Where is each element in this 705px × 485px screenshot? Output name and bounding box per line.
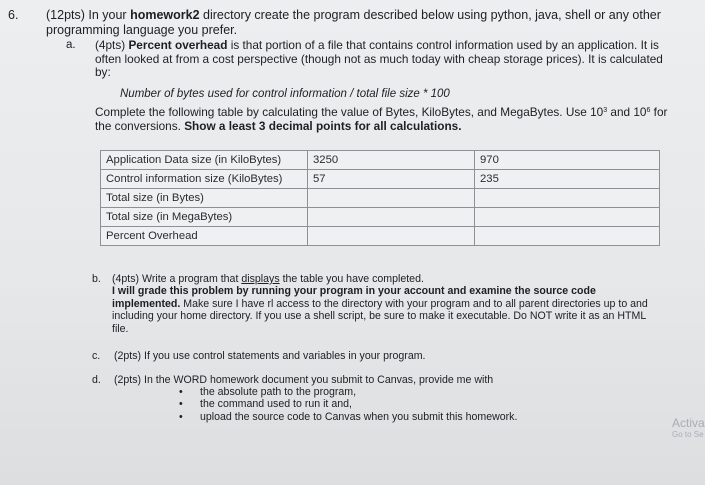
cell-value <box>308 208 475 227</box>
cell-value <box>308 227 475 246</box>
list-item: • upload the source code to Canvas when you submit this homework. <box>178 411 517 423</box>
question-text <box>46 8 686 38</box>
row-label: Total size (in Bytes) <box>101 189 308 208</box>
watermark-line2: Go to Se <box>672 430 704 439</box>
part-b-pre: (4pts) Write a program that <box>112 273 242 285</box>
cell-value <box>475 189 660 208</box>
part-c-label: c. <box>92 350 101 362</box>
exponent-3: 3 <box>603 107 608 114</box>
list-item: • the absolute path to the program, <box>178 386 517 398</box>
part-d-label: d. <box>92 374 101 386</box>
part-a-definition: is that portion of a file that contains control information used by an application. It is often looked at from a cost perspective (though not as much today with cheap storage prices). It is calculated by: <box>95 38 663 79</box>
for-text: for the conversions. <box>95 105 668 133</box>
row-label: Total size (in MegaBytes) <box>101 208 308 227</box>
question-post: directory create the program described below using python, java, shell or any other programming language you prefer. <box>46 8 661 37</box>
question-number: 6. <box>8 8 19 22</box>
question-pre: (12pts) In your <box>46 8 131 22</box>
part-c-text: (2pts) If you use control statements and variables in your program. <box>114 350 426 362</box>
part-c <box>92 350 426 362</box>
cell-value <box>475 208 660 227</box>
table-row <box>101 227 660 246</box>
percent-overhead-term: Percent overhead <box>128 38 228 52</box>
watermark-line1: Activa <box>672 416 705 430</box>
part-b <box>92 273 662 335</box>
part-b-label: b. <box>92 273 101 285</box>
list-item: • the command used to run it and, <box>178 398 517 410</box>
part-d-bullets <box>178 386 517 423</box>
part-b-post: the table you have completed. <box>279 273 424 285</box>
part-d-text: (2pts) In the WORD homework document you submit to Canvas, provide me with <box>114 374 494 386</box>
conversion-instructions <box>95 106 680 133</box>
table-row <box>101 151 660 170</box>
cell-value <box>475 227 660 246</box>
complete-text: Complete the following table by calculating the value of Bytes, KiloBytes, and MegaBytes. Use 10 <box>95 105 604 119</box>
part-b-text <box>112 273 662 335</box>
part-a-points: (4pts) <box>95 38 129 52</box>
part-b-rest: Make sure I have rl access to the directory with your program and to all parent directories up to and including your home directory. If you use a shell script, be sure to make it executable. Do NOT write it as an HTML file. <box>112 297 648 335</box>
table-row <box>101 170 660 189</box>
decimal-instruction: Show a least 3 decimal points for all calculations. <box>184 118 462 133</box>
row-label: Application Data size (in KiloBytes) <box>101 151 308 170</box>
and-text: and 10 <box>607 105 647 119</box>
cell-value: 57 <box>308 170 475 189</box>
part-d <box>92 374 493 386</box>
cell-value: 970 <box>475 151 660 170</box>
grading-note: I will grade this problem by running your program in your account and examine the source code implemented. <box>112 285 596 310</box>
row-label: Percent Overhead <box>101 227 308 246</box>
cell-value <box>308 189 475 208</box>
row-label: Control information size (KiloBytes) <box>101 170 308 189</box>
cell-value: 235 <box>475 170 660 189</box>
exponent-6: 6 <box>646 107 651 114</box>
table-row <box>101 189 660 208</box>
overhead-table <box>100 150 660 246</box>
displays-word: displays <box>241 273 280 285</box>
cell-value: 3250 <box>308 151 475 170</box>
part-a-text <box>95 39 680 80</box>
activation-watermark <box>672 417 705 441</box>
directory-name: homework2 <box>130 8 200 22</box>
table-row <box>101 208 660 227</box>
overhead-formula: Number of bytes used for control information / total file size * 100 <box>120 88 450 100</box>
part-a-label: a. <box>66 39 76 51</box>
